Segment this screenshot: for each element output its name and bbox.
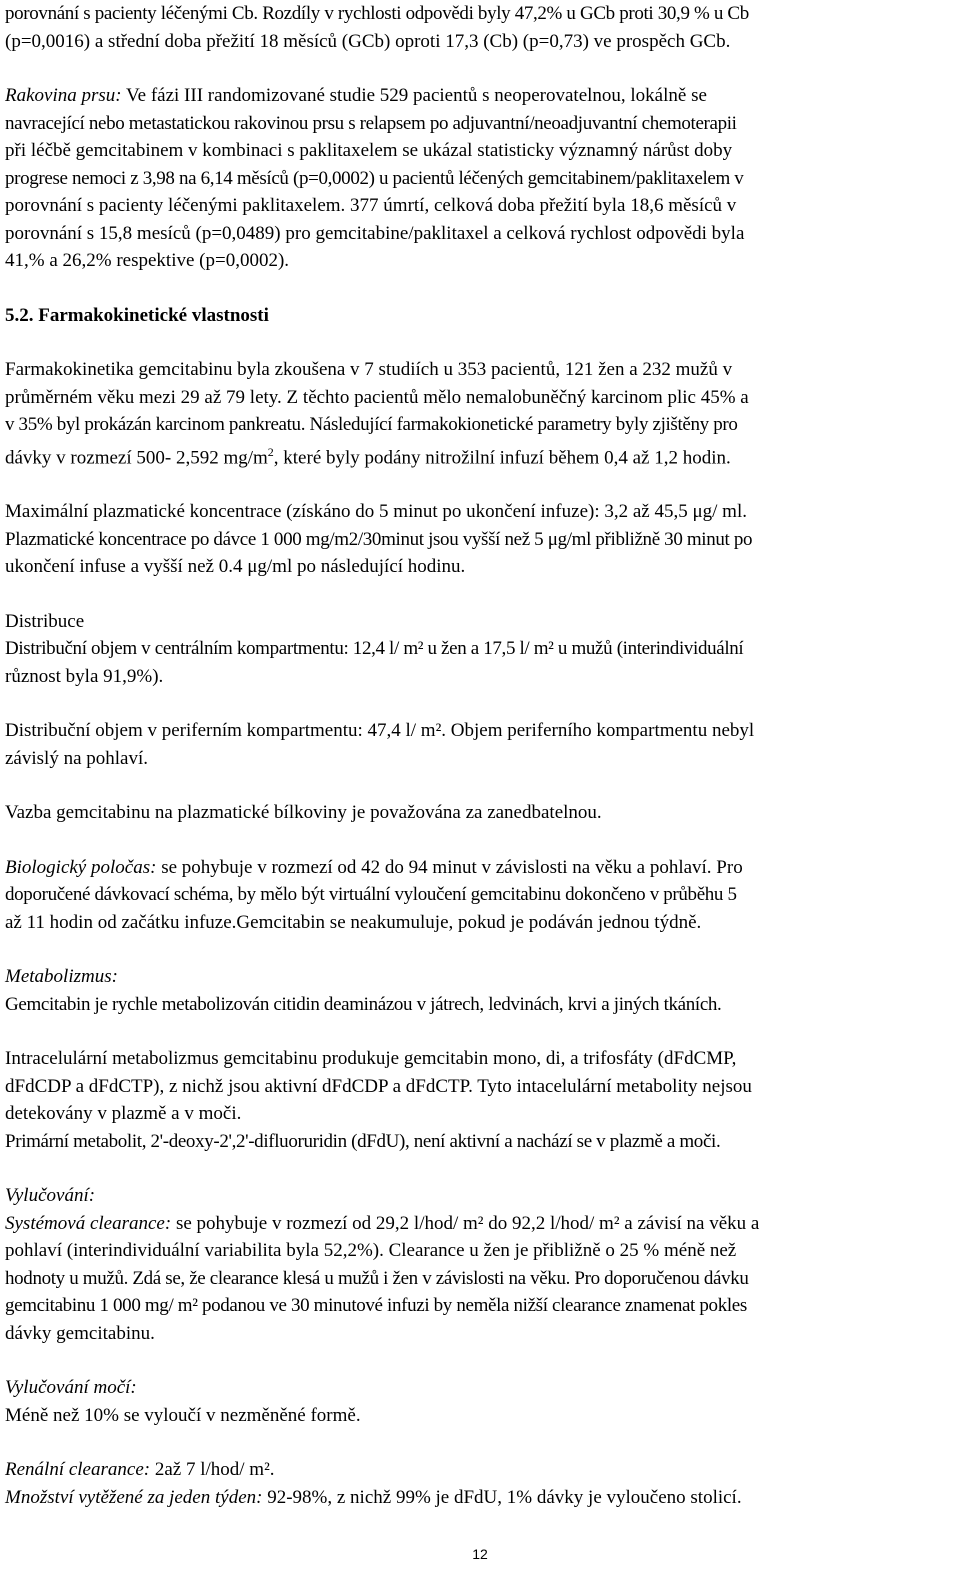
text-line: Gemcitabin je rychle metabolizován citidin deaminázou v játrech, ledvinách, krvi a jiných tkáních.: [5, 993, 722, 1015]
text-line: gemcitabinu 1 000 mg/ m² podanou ve 30 minutové infuzi by neměla nižší clearance znamenat pokles: [5, 1295, 747, 1317]
text-line: [5, 439, 955, 472]
text-line: [5, 1456, 955, 1484]
paragraph-gap: [5, 329, 955, 356]
text-line: závislý na pohlaví.: [5, 747, 148, 769]
paragraph-gap: [5, 1018, 955, 1045]
paragraph-gap: [5, 55, 955, 82]
section-label-renal-clearance: Renální clearance:: [5, 1459, 151, 1481]
text-line: hodnoty u mužů. Zdá se, že clearance klesá u mužů i žen v závislosti na věku. Pro doporučenou dávku: [5, 1267, 749, 1289]
text-line: ukončení infuse a vyšší než 0.4 μg/ml po následující hodinu.: [5, 556, 466, 578]
page-number: 12: [472, 1546, 488, 1562]
paragraph-gap: [5, 1155, 955, 1182]
text-span: se pohybuje v rozmezí od 42 do 94 minut v závislosti na věku a pohlaví. Pro: [156, 856, 743, 878]
text-line: při léčbě gemcitabinem v kombinaci s paklitaxelem se ukázal statisticky významný nárůst doby: [5, 140, 733, 161]
text-line: dFdCDP a dFdCTP), z nichž jsou aktivní dFdCDP a dFdCTP. Tyto intacelulární metabolity nejsou: [5, 1075, 752, 1097]
text-line: pohlaví (interindividuální variabilita byla 52,2%). Clearance u žen je přibližně o 25 % méně než: [5, 1240, 737, 1262]
text-line: (p=0,0016) a střední doba přežití 18 měsíců (GCb) oproti 17,3 (Cb) (p=0,73) ve prospěch GCb.: [5, 30, 731, 52]
text-line: [5, 1484, 955, 1512]
paragraph-gap: [5, 827, 955, 854]
paragraph-gap: [5, 1347, 955, 1374]
section-heading-pharmacokinetics: 5.2. Farmakokinetické vlastnosti: [5, 304, 269, 326]
superscript: 2: [267, 444, 274, 459]
text-line: průměrném věku mezi 29 až 79 lety. Z těchto pacientů mělo nemalobuněčný karcinom plic 45% a: [5, 386, 749, 408]
text-line: Distribuční objem v centrálním kompartmentu: 12,4 l/ m² u žen a 17,5 l/ m² u mužů (interindividuální: [5, 638, 744, 660]
text-line: porovnání s pacienty léčenými Cb. Rozdíly v rychlosti odpovědi byly 47,2% u GCb proti 30,9 % u Cb: [5, 3, 749, 24]
paragraph-gap: [5, 690, 955, 717]
text-line: v 35% byl prokázán karcinom pankreatu. Následující farmakokionetické parametry byly zjištěny pro: [5, 414, 738, 435]
text-line: porovnání s pacienty léčenými paklitaxelem. 377 úmrtí, celková doba přežití byla 18,6 měsíců v: [5, 195, 737, 216]
text-line: [5, 1210, 955, 1238]
section-label-breast-cancer: Rakovina prsu:: [5, 85, 122, 106]
text-line: Méně než 10% se vyloučí v nezměněné formě.: [5, 1404, 361, 1426]
text-line: doporučené dávkovací schéma, by mělo být virtuální vyloučení gemcitabinu dokončeno v průběhu 5: [5, 884, 737, 906]
text-line: až 11 hodin od začátku infuze.Gemcitabin se neakumuluje, pokud je podáván jednou týdně.: [5, 911, 702, 933]
text-span: se pohybuje v rozmezí od 29,2 l/hod/ m² do 92,2 l/hod/ m² a závisí na věku a: [171, 1212, 760, 1234]
text-line: Vazba gemcitabinu na plazmatické bílkoviny je považována za zanedbatelnou.: [5, 802, 602, 824]
text-line: 41,% a 26,2% respektive (p=0,0002).: [5, 250, 290, 271]
text-line: Farmakokinetika gemcitabinu byla zkoušena v 7 studiích u 353 pacientů, 121 žen a 232 mužů v: [5, 359, 733, 380]
paragraph-gap: [5, 275, 955, 302]
section-label-weekly-amount: Množství vytěžené za jeden týden:: [5, 1486, 263, 1508]
text-line: Intracelulární metabolizmus gemcitabinu produkuje gemcitabin mono, di, a trifosfáty (dFdCMP,: [5, 1048, 737, 1070]
paragraph-gap: [5, 1429, 955, 1456]
text-span: 2až 7 l/hod/ m².: [150, 1459, 275, 1481]
text-line: Maximální plazmatické koncentrace (získáno do 5 minut po ukončení infuze): 3,2 až 45,5 μg/ ml.: [5, 501, 747, 523]
section-label-systemic-clearance: Systémová clearance:: [5, 1212, 172, 1234]
text-span: 92-98%, z nichž 99% je dFdU, 1% dávky je vyloučeno stolicí.: [262, 1486, 742, 1508]
section-label-metabolism: Metabolizmus:: [5, 966, 118, 988]
text-line: Plazmatické koncentrace po dávce 1 000 mg/m2/30minut jsou vyšší než 5 μg/ml přibližně 30 minut po: [5, 528, 753, 550]
text-line: detekovány v plazmě a v moči.: [5, 1103, 242, 1125]
text-span: Ve fázi III randomizované studie 529 pacientů s neoperovatelnou, lokálně se: [121, 85, 707, 106]
text-line: různost byla 91,9%).: [5, 665, 164, 687]
paragraph-gap: [5, 936, 955, 963]
text-span: , které byly podány nitrožilní infuzí během 0,4 až 1,2 hodin.: [273, 446, 731, 468]
text-line: porovnání s 15,8 mesíců (p=0,0489) pro gemcitabine/paklitaxel a celková rychlost odpovědi byla: [5, 222, 745, 244]
text-line: Distribuční objem v periferním kompartmentu: 47,4 l/ m². Objem periferního kompartmentu nebyl: [5, 720, 755, 742]
text-line: dávky gemcitabinu.: [5, 1322, 155, 1344]
text-line: progrese nemoci z 3,98 na 6,14 měsíců (p=0,0002) u pacientů léčených gemcitabinem/paklitaxelem v: [5, 167, 744, 189]
document-page: [5, 0, 955, 1511]
section-label-half-life: Biologický poločas:: [5, 856, 157, 878]
text-line: navracející nebo metastatickou rakovinou prsu s relapsem po adjuvantní/neoadjuvantní chemoterapii: [5, 112, 737, 134]
paragraph-gap: [5, 772, 955, 799]
paragraph-gap: [5, 581, 955, 608]
text-line: [5, 854, 955, 882]
text-line: [5, 82, 955, 110]
section-label-urinary-elimination: Vylučování močí:: [5, 1377, 137, 1399]
text-span: dávky v rozmezí 500- 2,592 mg/m: [5, 446, 268, 468]
text-line: Primární metabolit, 2'-deoxy-2',2'-difluoruridin (dFdU), není aktivní a nachází se v plazmě a moči.: [5, 1130, 721, 1152]
paragraph-gap: [5, 471, 955, 498]
section-label-elimination: Vylučování:: [5, 1185, 96, 1207]
section-heading-distribution: Distribuce: [5, 610, 85, 632]
